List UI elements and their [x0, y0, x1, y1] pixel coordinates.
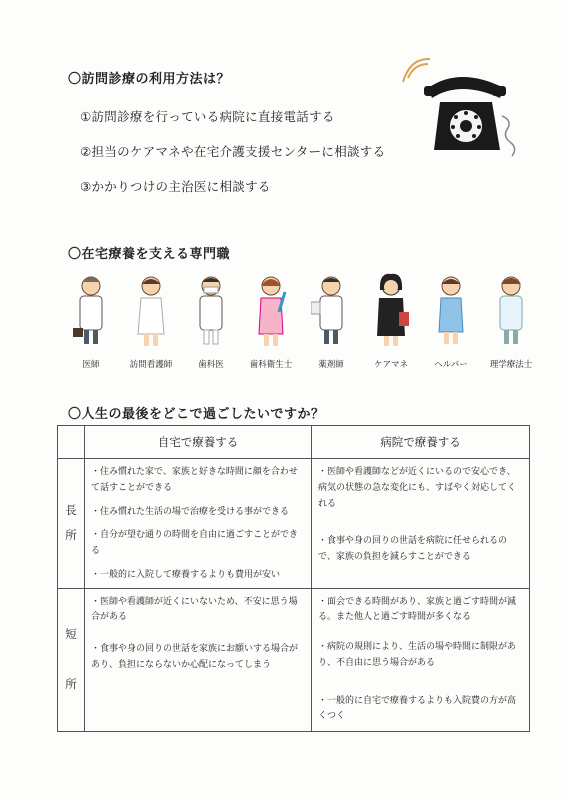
cell-hospital-pros [312, 459, 530, 589]
method-item-1: ①訪問診療を行っている病院に直接電話する [80, 109, 335, 124]
row-label-cons [58, 588, 85, 731]
table-row-pros [58, 459, 530, 589]
staff-label: 歯科衛生士 [249, 360, 293, 370]
list-item: ・自分が望む通りの時間を自由に過ごすことができる [91, 530, 299, 556]
row-label-pros [58, 459, 85, 589]
row-label-cons-char2: 所 [65, 677, 77, 692]
staff-helper [426, 272, 476, 372]
section-title-end-of-life: 〇人生の最後をどこで過ごしたいですか？ [68, 407, 325, 422]
care-manager-icon [371, 272, 411, 352]
list-item: ・病院の規則により、生活の場や時間に制限があり、不自由に思う場合がある [318, 642, 517, 668]
pharmacist-icon [311, 272, 351, 352]
list-item: ・住み慣れた家で、家族と好きな時間に顔を合わせて話すことができる [91, 467, 298, 493]
section-title-professionals: 〇在宅療養を支える専門職 [68, 247, 231, 262]
table-row-cons [58, 588, 530, 731]
list-item: ・面会できる時間があり、家族と過ごす時間が減る。また他人と過ごす時間が多くなる [318, 596, 517, 623]
staff-dental-hygienist [246, 272, 296, 372]
column-header-home: 自宅で療養する [85, 426, 312, 459]
cell-hospital-cons [312, 588, 530, 731]
dental-hygienist-icon [251, 272, 291, 352]
list-item: ・一般的に自宅で療養するよりも入院費の方が高くつく [318, 695, 517, 722]
list-item: ・食事や身の回りの世話を家族にお願いする場合があり、負担にならないか心配になってしまう [91, 644, 299, 670]
staff-label: ヘルパー [434, 360, 468, 370]
row-label-cons-char1: 短 [65, 626, 77, 641]
staff-label: ケアマネ [373, 360, 408, 370]
dentist-icon [191, 272, 231, 352]
section-title-how-to-use: 〇訪問診療の利用方法は？ [68, 72, 231, 87]
table-corner [58, 426, 85, 459]
physical-therapist-icon [491, 272, 531, 352]
row-label-pros-char1: 長 [65, 502, 77, 517]
visiting-nurse-icon [131, 272, 171, 352]
staff-physical-therapist [486, 272, 536, 372]
staff-label: 医師 [82, 360, 100, 370]
row-label-pros-char2: 所 [65, 528, 77, 543]
cell-home-pros [85, 459, 312, 589]
method-item-3: ③かかりつけの主治医に相談する [80, 179, 271, 194]
staff-label: 理学療法士 [489, 360, 533, 370]
list-item: ・一般的に入院して療養するよりも費用が安い [91, 569, 281, 580]
list-item: ・食事や身の回りの世話を病院に任せられるので、家族の負担を減らすことができる [318, 536, 508, 562]
telephone-icon [400, 58, 520, 158]
list-item: ・医師や看護師が近くにいないため、不安に思う場合がある [91, 596, 298, 623]
method-item-2: ②担当のケアマネや在宅介護支援センターに相談する [80, 144, 386, 159]
staff-label: 訪問看護師 [129, 360, 173, 370]
comparison-table [57, 425, 530, 732]
staff-label: 薬剤師 [318, 360, 344, 370]
helper-icon [431, 272, 471, 352]
staff-care-manager [366, 272, 416, 372]
staff-dentist [186, 272, 236, 372]
list-item: ・医師や看護師などが近くにいるので安心でき、病気の状態の急な変化にも、すばやく対応してくれる [318, 467, 517, 509]
cell-home-cons [85, 588, 312, 731]
professionals-row [66, 272, 536, 372]
staff-pharmacist [306, 272, 356, 372]
list-item: ・住み慣れた生活の場で治療を受ける事ができる [91, 506, 290, 517]
staff-label: 歯科医 [198, 360, 224, 370]
doctor-icon [71, 272, 111, 352]
column-header-hospital: 病院で療養する [312, 426, 530, 459]
staff-visiting-nurse [126, 272, 176, 372]
staff-doctor [66, 272, 116, 372]
